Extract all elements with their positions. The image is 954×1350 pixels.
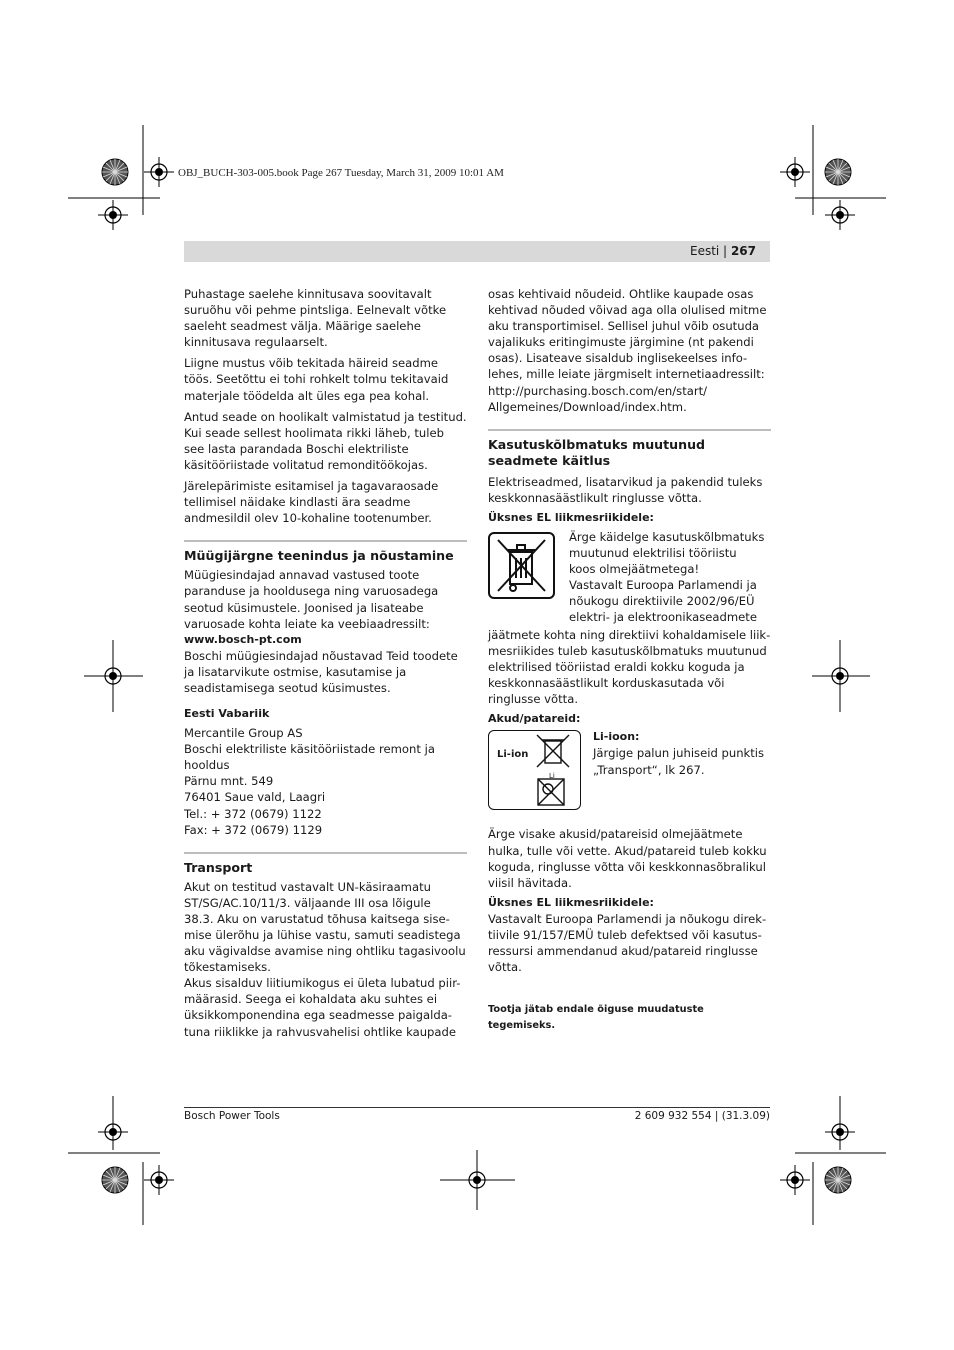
text-line: lehes, mille leiate järgmiselt internetiaadressilt: [488,367,765,382]
battery-text [488,826,771,890]
header-language: Eesti | [689,244,728,258]
service-text-2 [184,648,467,696]
text-line: Akus sisalduv liitiumikogus ei ületa lubatud piir- [184,976,461,991]
text-line: jäätmete kohta ning direktiivi kohaldamisele liik- [488,627,771,642]
text-line: aku transportimisel. Sellisel juhul võib osutuda [488,319,760,334]
text-line: osas kehtivaid nõudeid. Ohtlike kaupade osas [488,287,754,301]
text-line: Ärge käidelge kasutuskõlbmatuks [569,529,765,544]
text-line: ja lisatarvikute ostmise, kasutamise ja [184,664,407,679]
print-info: OBJ_BUCH-303-005.book Page 267 Tuesday, March 31, 2009 10:01 AM [178,167,504,179]
text-line: keskkonnasäästlikult korduskasutada või [488,676,725,691]
text-line: keskkonnasäästlikult ringlusse võtta. [488,490,702,505]
footer-doc-number: 2 609 932 554 | (31.3.09) [634,1110,770,1122]
section-divider [488,429,771,431]
text-line: varuosade kohta leiate ka veebiaadressilt: [184,616,430,631]
text-line: suruõhu või pehme pintsliga. Eelnevalt võtke [184,303,447,318]
address-block [184,725,467,838]
text-line: kinnitusava regulaarselt. [184,335,328,350]
text-line: http://purchasing.bosch.com/en/start/ [488,383,708,398]
footer-brand: Bosch Power Tools [184,1110,280,1122]
liion-symbol: Li [549,772,555,781]
text-line: paranduse ja hooldusega ning varuosadega [184,584,439,599]
text-line: „Transport“, lk 267. [593,762,705,777]
liion-heading: Li-ioon: [593,730,640,744]
address-line: hooldus [184,758,230,773]
li-ion-battery-icon [488,730,581,810]
text-line: tiivile 91/157/EMÜ tuleb defektsed või kasutus- [488,927,762,942]
disposal-text [488,474,771,506]
disposal-heading-line-2: seadmete käitlus [488,452,611,468]
text-line: töös. Seetõttu ei tohi rohkelt tolmu tekitavaid [184,372,449,387]
crossed-bin-icon [488,532,555,599]
text-line: tellimisel näidake kindlasti ära seadme [184,495,411,510]
disposal-heading-line-1: Kasutuskõlbmatuks muutunud [488,436,706,452]
text-line: Akut on testitud vastavalt UN-käsiraamatu [184,879,431,894]
text-line: mesriikides tuleb kasutuskõlbmatuks muutunud [488,644,767,659]
header-label [690,244,756,258]
address-line: Boschi elektriliste käsitööriistade remont ja [184,742,435,757]
weee-full-text [488,627,771,707]
text-line: 38.3. Aku on varustatud tõhusa kaitsega sise- [184,911,450,926]
transport-text [184,879,467,1040]
text-line: materjale töödelda alt üles ega pea kohal. [184,388,430,403]
eu-label: Üksnes EL liikmesriikidele: [488,510,654,524]
section-divider [184,852,467,854]
text-line: nõukogu direktiivile 2002/96/EÜ [569,594,755,609]
text-line: see lasta parandada Boschi elektriliste [184,441,409,456]
paragraph [184,478,467,526]
address-line: 76401 Saue vald, Laagri [184,790,326,805]
text-line: Antud seade on hoolikalt valmistatud ja testitud. [184,409,467,424]
disclaimer: Tootja jätab endale õiguse muudatuste tegemiseks. [488,1004,704,1032]
text-line: kehtivad nõuded võivad aga olla olulised mitme [488,303,767,318]
eu-label-2: Üksnes EL liikmesriikidele: [488,895,654,909]
paragraph [184,286,467,350]
text-line: Järelepärimiste esitamisel ja tagavaraosade [184,479,439,494]
liion-text [593,729,764,777]
section-divider [184,540,467,542]
text-line: tõkestamiseks. [184,960,271,975]
address-line: Pärnu mnt. 549 [184,774,274,789]
page-header [184,241,770,262]
service-text [184,567,467,631]
page-number: 267 [730,244,756,258]
text-line: võtta. [488,960,522,975]
text-line: aku vägivaldse avamise ning ohtliku tagasivoolu [184,944,466,959]
address-line: Fax: + 372 (0679) 1129 [184,822,323,837]
text-line: tuna riiklikke ja rahvusvahelisi ohtlike kaupade [184,1024,457,1039]
text-line: osas). Lisateave sisaldub inglisekeelses info- [488,351,748,366]
text-line: Müügiesindajad annavad vastused toote [184,568,420,583]
liion-badge: Li-ion [497,749,529,761]
text-line: seadistamisega seotud küsimustes. [184,680,391,695]
text-line: Boschi müügiesindajad nõustavad Teid toodete [184,648,458,663]
country-heading: Eesti Vabariik [184,707,270,721]
text-line: elektrilised tööriistad eraldi kokku koguda ja [488,660,745,675]
text-line: Vastavalt Euroopa Parlamendi ja nõukogu direk- [488,911,767,926]
liion-block [488,730,771,826]
text-line: ST/SG/AC.10/11/3. väljaande III osa lõigule [184,895,431,910]
footer-divider [184,1107,770,1108]
paragraph [184,355,467,403]
disposal-heading [488,437,771,469]
text-line: hulka, tulle või vette. Akud/patareid tuleb kokku [488,843,767,858]
text-line: viisil hävitada. [488,875,572,890]
weee-block [488,529,771,627]
left-column [184,286,467,1040]
service-url: www.bosch-pt.com [184,632,302,646]
text-line: Järgige palun juhiseid punktis [593,746,765,761]
paragraph [184,409,467,473]
text-line: üksikkomponendina ega seadmesse paigalda- [184,1008,452,1023]
text-line: Liigne mustus võib tekitada häireid seadme [184,356,439,371]
text-line: koguda, ringlusse võtta või keskkonnasõbralikul [488,859,766,874]
text-line: Vastavalt Euroopa Parlamendi ja [569,578,757,593]
text-line: määrasid. Seega ei kohaldata aku suhtes ei [184,992,438,1007]
text-line: vajalikuks eritingimuste järgimine (nt pakendi [488,335,754,350]
weee-side-text [569,529,764,626]
text-line: elektri- ja elektroonikaseadmete [569,610,757,625]
text-line: seotud küsimustele. Joonised ja lisateabe [184,600,424,615]
intro-paragraphs [184,286,467,526]
address-line: Mercantile Group AS [184,726,303,741]
battery-label: Akud/patareid: [488,712,581,726]
text-line: käsitööriistade volitatud remonditöökojas. [184,457,428,472]
text-line: Allgemeines/Download/index.htm. [488,399,687,414]
right-column [488,286,771,1034]
text-line: Kui seade sellest hoolimata rikki läheb, tuleb [184,425,444,440]
text-line: ressursi ammendanud akud/patareid ringlusse [488,943,758,958]
text-line: mise ülerõhu ja lühise vastu, samuti seadistega [184,928,461,942]
address-line: Tel.: + 372 (0679) 1122 [184,806,322,821]
text-line: andmesildil olev 10-kohaline tootenumber. [184,511,432,526]
text-line: koos olmejäätmetega! [569,562,700,577]
service-heading: Müügijärgne teenindus ja nõustamine [184,548,454,564]
transport-continued-text [488,286,771,415]
transport-heading: Transport [184,859,253,875]
text-line: muutunud elektrilisi tööriistu [569,546,737,561]
text-line: ringlusse võtta. [488,692,578,707]
text-line: Elektriseadmed, lisatarvikud ja pakendid tuleks [488,474,763,489]
text-line: saeleht seadmest välja. Määrige saelehe [184,319,421,334]
text-line: Ärge visake akusid/patareisid olmejäätmete [488,827,743,842]
liion-lines [593,745,764,777]
text-line: Puhastage saelehe kinnitusava soovitavalt [184,287,432,301]
battery-directive-text [488,911,771,975]
